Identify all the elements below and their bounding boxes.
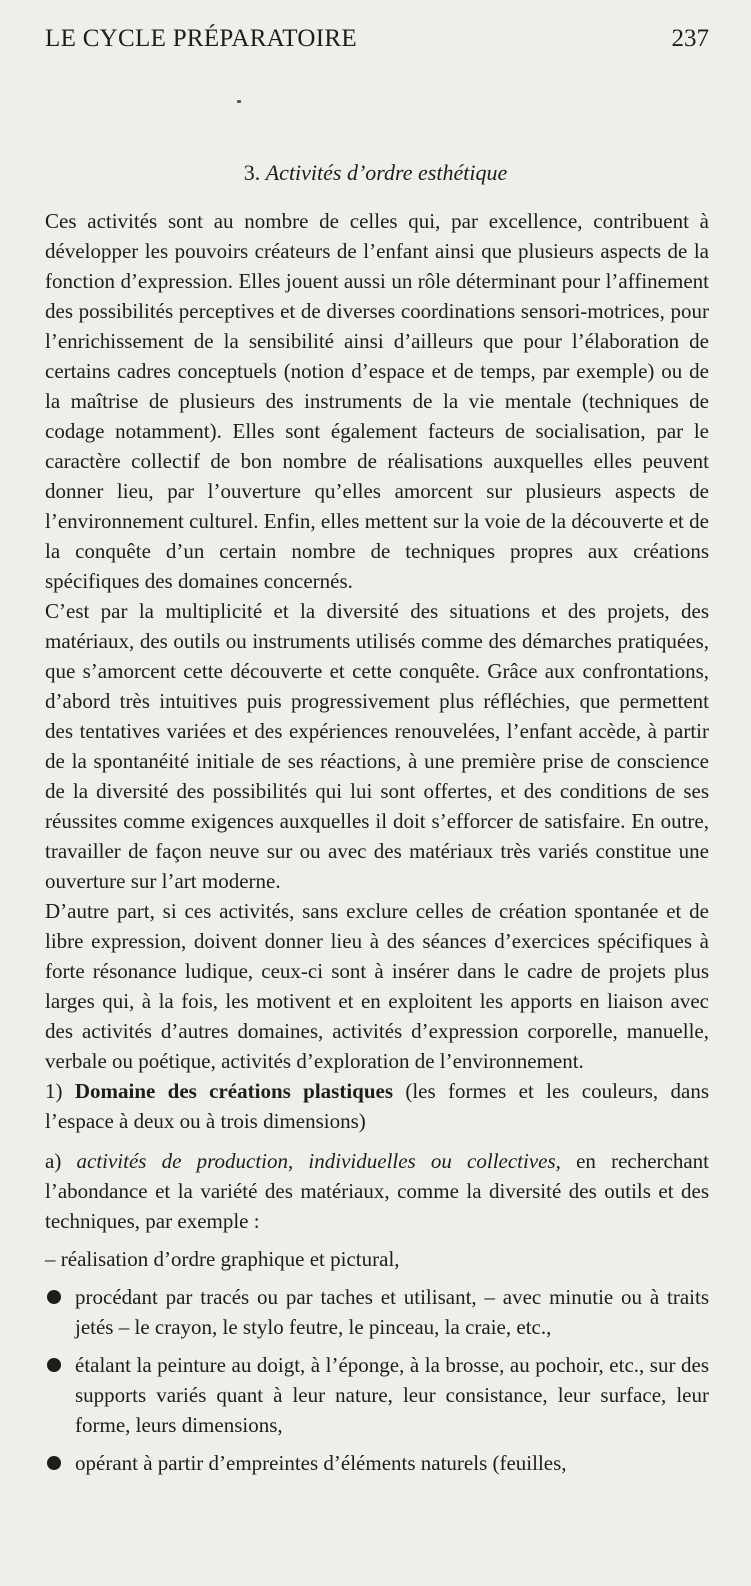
sub-item-a-text: en recherchant l’abondance et la variété des matériaux, comme la diversité des outils et des techniques, par exemple :	[45, 1149, 710, 1233]
section-heading	[0, 160, 751, 186]
page-number: 237	[671, 25, 709, 52]
bullet-dot-icon	[47, 1358, 61, 1372]
stray-ink-mark	[237, 100, 241, 103]
running-header	[45, 25, 709, 55]
sub-item-a-italic: activités de production, individuelles ou collectives,	[76, 1149, 561, 1173]
bullet-dot-icon	[47, 1456, 61, 1470]
domain-heading	[45, 1076, 709, 1136]
sub-item-a	[45, 1146, 709, 1236]
bullet-list-item	[45, 1448, 709, 1478]
section-number: 3.	[243, 160, 261, 185]
domain-description: (les formes et les couleurs, dans l’espace à deux ou à trois dimensions)	[45, 1079, 710, 1133]
dash-list-item: – réalisation d’ordre graphique et pictural,	[45, 1247, 400, 1271]
bullet-dot-icon	[47, 1290, 61, 1304]
bullet-text: opérant à partir d’empreintes d’éléments naturels (feuilles,	[75, 1451, 567, 1475]
paragraph-1: Ces activités sont au nombre de celles qui, par excellence, contribuent à développer les pouvoirs créateurs de l’enfant ainsi que plusieurs aspects de la fonction d’expression. Elles jouent aussi un rôle déterminant pour l’affinement des possibilités perceptives et de diverses coordinations sensori-motrices, pour l’enrichissement de la sensibilité ainsi d’ailleurs que pour l’élaboration de certains cadres conceptuels (notion d’espace et de temps, par exemple) ou de la maîtrise de plusieurs des instruments de la vie mentale (techniques de codage notamment). Elles sont également facteurs de socialisation, par le caractère collectif de bon nombre de réalisations auxquelles elles peuvent donner lieu, par l’ouverture qu’elles amorcent sur plusieurs aspects de l’environnement culturel. Enfin, elles mettent sur la voie de la découverte et de la conquête d’un certain nombre de techniques propres aux créations spécifiques des domaines concernés.	[45, 209, 709, 593]
sub-item-a-label: a)	[45, 1149, 62, 1173]
bullet-list-item	[45, 1350, 709, 1440]
running-title: LE CYCLE PRÉPARATOIRE	[45, 25, 357, 52]
domain-number: 1)	[45, 1079, 63, 1103]
bullet-text: étalant la peinture au doigt, à l’éponge, à la brosse, au pochoir, etc., sur des supports variés quant à leur nature, leur consistance, leur surface, leur forme, leurs dimensions,	[75, 1353, 709, 1437]
bullet-list-item	[45, 1282, 709, 1342]
paragraph-3: D’autre part, si ces activités, sans exclure celles de création spontanée et de libre expression, doivent donner lieu à des séances d’exercices spécifiques à forte résonance ludique, ceux-ci sont à insérer dans le cadre de projets plus larges qui, à la fois, les motivent et en exploitent les apports en liaison avec des activités d’autres domaines, activités d’expression corporelle, manuelle, verbale ou poétique, activités d’exploration de l’environnement.	[45, 899, 709, 1073]
section-title: Activités d’ordre esthétique	[265, 160, 508, 185]
body-text	[45, 206, 709, 1478]
domain-title: Domaine des créations plastiques	[74, 1079, 394, 1103]
paragraph-2: C’est par la multiplicité et la diversité des situations et des projets, des matériaux, des outils ou instruments utilisés comme des démarches pratiquées, que s’amorcent cette découverte et cette conquête. Grâce aux confrontations, d’abord très intuitives puis progressivement plus réfléchies, que permettent des tentatives variées et des expériences renouvelées, l’enfant accède, à partir de la spontanéité initiale de ses réactions, à une première prise de conscience de la diversité des possibilités qui lui sont offertes, et des conditions de ses réussites comme exigences auxquelles il doit s’efforcer de satisfaire. En outre, travailler de façon neuve sur ou avec des matériaux très variés constitue une ouverture sur l’art moderne.	[45, 599, 709, 893]
bullet-text: procédant par tracés ou par taches et utilisant, – avec minutie ou à traits jetés – le crayon, le stylo feutre, le pinceau, la craie, etc.,	[75, 1285, 709, 1339]
